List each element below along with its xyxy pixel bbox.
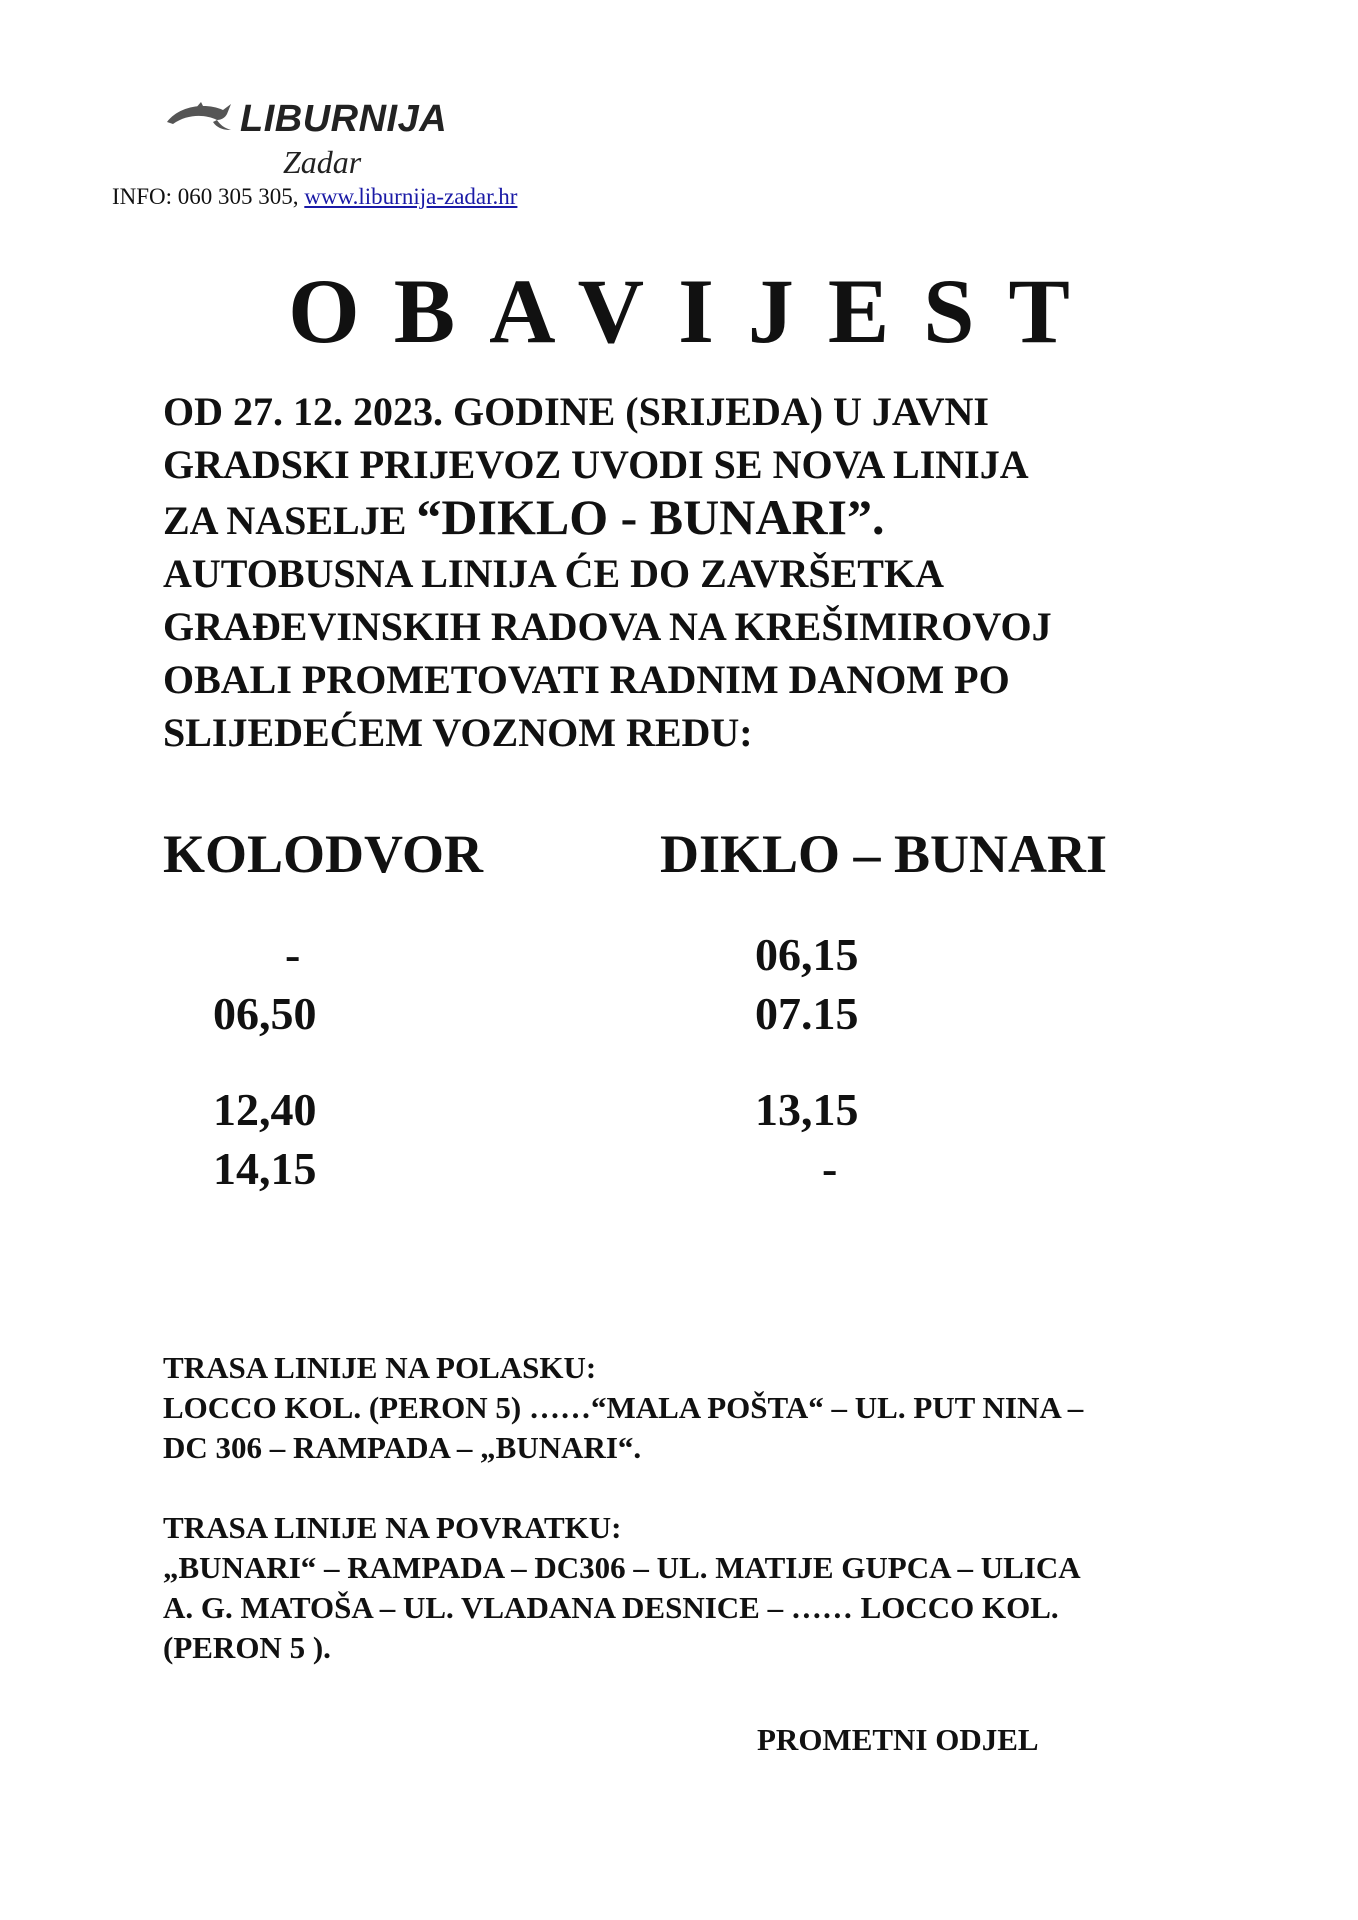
intro-line-2: GRADSKI PRIJEVOZ UVODI SE NOVA LINIJA [163, 442, 1029, 487]
info-line [112, 184, 517, 210]
route-return-line-1: „BUNARI“ – RAMPADA – DC306 – UL. MATIJE GUPCA – ULICA [163, 1550, 1081, 1585]
route-return [163, 1508, 1283, 1668]
time-cell: 06,50 [213, 988, 317, 1039]
signature: PROMETNI ODJEL [757, 1722, 1039, 1757]
line-name: “DIKLO - BUNARI”. [416, 489, 885, 545]
intro-line-3 [163, 491, 1283, 547]
intro-line-4: AUTOBUSNA LINIJA ĆE DO ZAVRŠETKA [163, 551, 944, 596]
route-return-line-3: (PERON 5 ). [163, 1630, 331, 1665]
route-return-line-2: A. G. MATOŠA – UL. VLADANA DESNICE – …… LOCCO KOL. [163, 1590, 1059, 1625]
time-cell: 06,15 [755, 929, 859, 980]
time-cell: 13,15 [755, 1084, 859, 1135]
website-link[interactable]: www.liburnija-zadar.hr [304, 184, 518, 209]
page-title: OBAVIJEST [288, 260, 1104, 362]
company-logo [165, 96, 455, 186]
column-header-diklo-bunari: DIKLO – BUNARI [660, 824, 1108, 884]
intro-line-3-text: ZA NASELJE [163, 498, 417, 543]
time-cell: 07.15 [755, 988, 859, 1039]
intro-line-5: GRAĐEVINSKIH RADOVA NA KREŠIMIROVOJ [163, 604, 1052, 649]
intro-line-1: OD 27. 12. 2023. GODINE (SRIJEDA) U JAVNI [163, 389, 989, 434]
logo-subtitle: Zadar [283, 144, 362, 180]
time-cell: - [285, 929, 301, 980]
route-outbound-heading: TRASA LINIJE NA POLASKU: [163, 1350, 597, 1385]
intro-line-6: OBALI PROMETOVATI RADNIM DANOM PO [163, 657, 1010, 702]
column-header-kolodvor: KOLODVOR [163, 824, 483, 884]
notice-intro [163, 385, 1283, 759]
dolphin-logo-icon [165, 100, 233, 134]
route-return-heading: TRASA LINIJE NA POVRATKU: [163, 1510, 622, 1545]
intro-line-7: SLIJEDEĆEM VOZNOM REDU: [163, 710, 753, 755]
logo-name: LIBURNIJA [240, 98, 448, 140]
info-phone: INFO: 060 305 305, [112, 184, 299, 209]
time-cell: 14,15 [213, 1143, 317, 1194]
route-outbound [163, 1348, 1283, 1468]
time-cell: 12,40 [213, 1084, 317, 1135]
route-outbound-line-1: LOCCO KOL. (PERON 5) ……“MALA POŠTA“ – UL. PUT NINA – [163, 1390, 1084, 1425]
route-outbound-line-2: DC 306 – RAMPADA – „BUNARI“. [163, 1430, 642, 1465]
time-cell: - [822, 1143, 838, 1194]
